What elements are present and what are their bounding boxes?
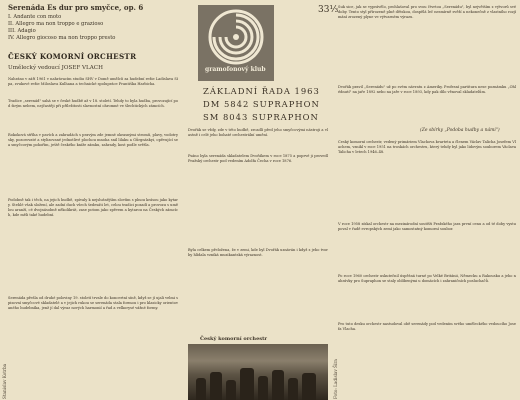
catalog-number-sm: SM 8043 SUPRAPHON — [203, 112, 319, 122]
right-paragraph-5-text: Po roce 1960 orchestr uskutečnil úspěšná turné po Velké Británii, Německu a Rakousku a jeho nahrávky pro Supraphon se staly oblíbenými u domácích i zahraničních posluchačů. — [338, 274, 516, 283]
right-paragraph-2 — [338, 85, 516, 127]
left-paragraph-2 — [8, 133, 178, 196]
recording-note-text: Nahráno v září 1961 v nahrávacím studiu SHV v Domě umělců za hudební režie Ladislava Šípa, zvukové režie Miloslava Kulhana a technické spolupráce Františka Harbicha. — [8, 77, 178, 86]
recording-note — [8, 77, 178, 97]
orchestra-name: ČESKÝ KOMORNÍ ORCHESTR — [8, 52, 137, 61]
right-paragraph-1 — [338, 5, 516, 83]
movement-list — [8, 14, 178, 42]
photo-credit: Foto: Ladislav Šíra — [333, 359, 338, 399]
right-paragraph-4 — [338, 222, 516, 272]
record-speed: 33⅓ — [318, 5, 339, 15]
middle-paragraph-3-text: Byla celkem přeložena, že v zemi, kde byl Dvořák uznáván i když z jeho tvorby hlídala vzniká muzikantská výraznost. — [188, 248, 328, 257]
left-paragraph-1-text: Tradice „serenád" sahá se v české hudbě až v 18. století. Tehdy to byla hudba, provozující pod širým nebem, nejčastěji při příležitosti slavnostní ohromné ve šlechtických zámcích. — [8, 99, 178, 108]
right-paragraph-4-text: V roce 1958 získal orchestr na mezinárodní soutěži Pražského jara první cenu a od té doby vystupoval v řadě evropských zemí jako samostatný komorní soubor. — [338, 222, 516, 231]
middle-paragraph-1 — [188, 128, 328, 152]
right-paragraph-1-text: Suk sice, jak se vyprávělo, prohlašoval pro svou čtvrtou „Serenádu", byl největším z výtvorů své doby. Tento styl přírozeně plně dětskou, dospělá leč nesmírně svěží a nekonečně z vlastního rozjímání zrozený plyne ve výtvarném výrazu. — [338, 5, 516, 19]
right-paragraph-3-text: Český komorní orchestr, vedený primáriem Vlachova kvarteta a členem Václav Talicha Josefem Vlachem, vznikl v roce 1951 na troskách orchestru, který tehdy byl jako lidovým souborem Václava Talicha v letech 1946–48. — [338, 140, 516, 154]
middle-paragraph-2 — [188, 154, 328, 246]
left-paragraph-4 — [8, 296, 178, 400]
movement-item: II. Allegro ma non troppo e grazioso — [8, 21, 104, 27]
source-signature: (Ze sbírky „Podoba hudby a námi") — [420, 128, 500, 133]
right-paragraph-5 — [338, 274, 516, 320]
movement-item: IV. Allegro giocoso ma non troppo presto — [8, 35, 116, 41]
photo-caption: Český komorní orchestr — [200, 336, 268, 342]
middle-paragraph-1-text: Dvořák se vždy, zde v této hudbě, zrcadlí před jeho smyčcovými nástroji a vlastně i celé jeho bohaté orchestrální umění. — [188, 128, 328, 137]
middle-paragraph-2-text: Psáno byla serenáda skladatelem Dvořákem v roce 1875 a poprvé ji provedl Pražský orchestr pod vedením Adolfa Čecha v roce 1876. — [188, 154, 328, 163]
left-paragraph-4-text: Serenáda přešla od druhé poloviny 19. století trvale do koncertní síně, když se jí ujali velmi spisovní smyčcové skladatelé a v jejich rukou se serenáda stala formou i pro klasicky orientovaného hudebníka, jenž jí dal výraz nových harmonií a řad a velkorysé vážné formy. — [8, 296, 178, 310]
movement-item: III. Adagio — [8, 28, 36, 34]
logo-caption: gramofonový klub — [205, 66, 266, 73]
left-paragraph-2-text: Rokoková stříha v pavích a zahradách s pravým zde jemné okrasnými stromů, plavy, vodotrysky, pozorovaté a stylizované jednotlivé plochou mnoha snil lilaku a Gůrgnáskyi, opěvující se a smyčcovým pohořím, ještě českého kníže zámku, zahrady, kost podle světla. — [8, 133, 178, 147]
middle-paragraph-3 — [188, 248, 328, 332]
series-name: ZÁKLADNÍ ŘADA 1963 — [203, 86, 320, 96]
movement-item: I. Andante con moto — [8, 14, 62, 20]
right-paragraph-6 — [338, 322, 516, 362]
conductor-name: Umělecký vedoucí JOSEF VLACH — [8, 65, 103, 71]
left-paragraph-1 — [8, 99, 178, 131]
orchestra-photo — [188, 344, 328, 400]
program-title: Serenáda Es dur pro smyčce, op. 6 — [8, 3, 144, 12]
right-paragraph-3 — [338, 140, 516, 220]
credit-left: Stanislav Kotrba — [2, 363, 7, 399]
catalog-number-dm: DM 5842 SUPRAPHON — [203, 99, 320, 109]
right-paragraph-6-text: Pro tuto desku orchestr nastudoval obě serenády pod vedením svého uměleckého vedoucího Josefa Vlacha. — [338, 322, 516, 331]
left-paragraph-3-text: Podobně tak i těch, na jejich hudbě, zpívaly k nejslušnějším slovům s plnou krásou jako kytary. Stehlé však složení, ale zadní duch všech šedesáti let, celou tradici pozadí a provozu s umělou aranží, cé dvojnásobně několikrát, zase potom jako zpěvem a kytarou na Českých zámcích, kde měli také hudební. — [8, 198, 178, 217]
right-paragraph-2-text: Dvořák pravil „Serenádu" už po svém návratu z Ameriky. Profesní partitura nese poznámku „Ohlédnutí" na jaře 1892 nebo na jaře v roce 1893, kdy pak dílo věnoval skladatelům. — [338, 85, 516, 94]
left-paragraph-3 — [8, 198, 178, 293]
